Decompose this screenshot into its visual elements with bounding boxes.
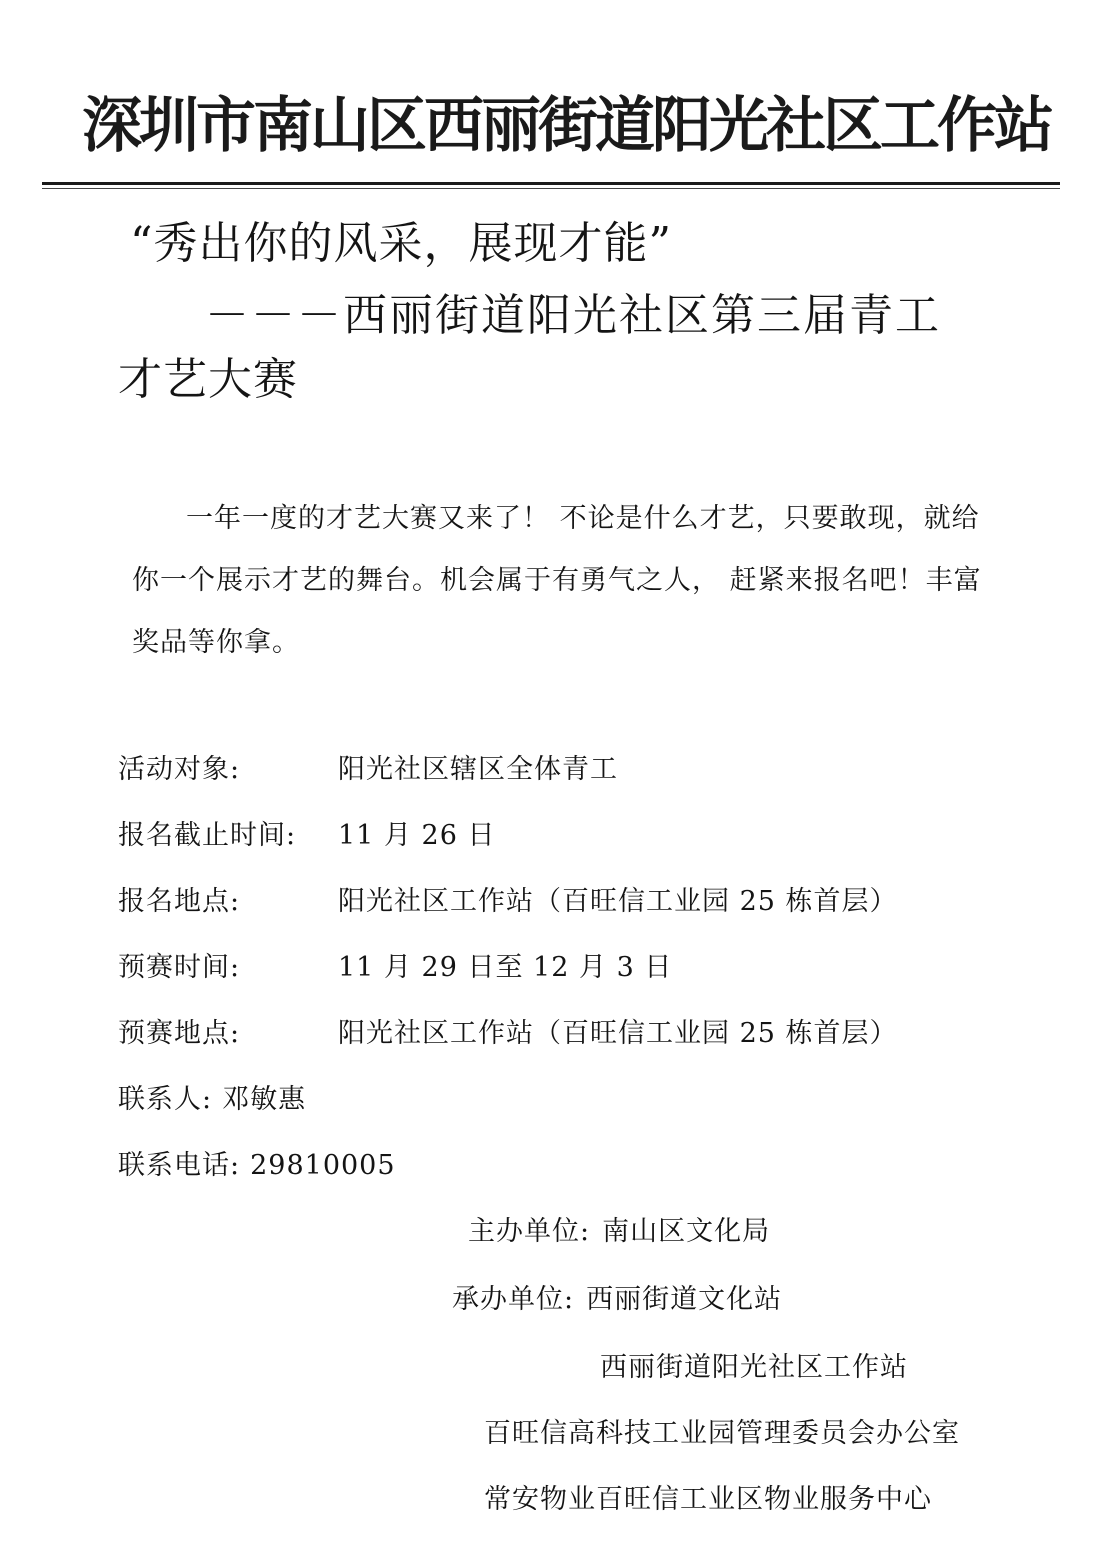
sponsor-organizer-4: 常安物业百旺信工业区物业服务中心	[484, 1484, 932, 1515]
info-deadline	[118, 816, 495, 856]
info-target-label: 活动对象:	[118, 754, 241, 785]
sponsor-organizer-value: 西丽街道文化站	[586, 1284, 783, 1315]
intro-paragraph: 一年一度的才艺大赛又来了！ 不论是什么才艺，只要敢现，就给你一个展示才艺的舞台。机会属于有勇气之人， 赶紧来报名吧！丰富奖品等你拿。	[132, 503, 982, 658]
title-subtitle-continued: 才艺大赛	[118, 354, 298, 405]
info-prelim-location	[118, 1014, 898, 1054]
info-deadline-label: 报名截止时间:	[118, 820, 297, 851]
header-rule-thick	[42, 182, 1060, 185]
info-signup-location	[118, 882, 898, 922]
sponsor-host-label: 主办单位:	[468, 1216, 591, 1247]
info-phone-label: 联系电话:	[118, 1150, 241, 1181]
info-contact-label: 联系人:	[118, 1084, 213, 1115]
info-prelim-time-label: 预赛时间:	[118, 952, 241, 983]
sponsor-organizer-3: 百旺信高科技工业园管理委员会办公室	[484, 1418, 960, 1449]
sponsor-organizer-2: 西丽街道阳光社区工作站	[600, 1352, 908, 1383]
info-phone-value: 29810005	[250, 1150, 396, 1181]
sponsor-organizer-label: 承办单位:	[452, 1284, 575, 1315]
sponsor-host-value: 南山区文化局	[602, 1216, 771, 1247]
title-subtitle: －－－西丽街道阳光社区第三届青工	[205, 290, 941, 341]
info-phone	[118, 1146, 396, 1186]
info-contact-value: 邓敏惠	[222, 1084, 307, 1115]
sponsor-organizer	[452, 1280, 782, 1320]
info-prelim-time-value: 11 月 29 日至 12 月 3 日	[338, 952, 673, 983]
info-prelim-location-value: 阳光社区工作站（百旺信工业园 25 栋首层）	[338, 1018, 898, 1049]
info-target	[118, 750, 618, 790]
info-prelim-location-label: 预赛地点:	[118, 1018, 241, 1049]
info-signup-location-value: 阳光社区工作站（百旺信工业园 25 栋首层）	[338, 886, 898, 917]
title-slogan: “秀出你的风采，展现才能”	[130, 218, 672, 269]
info-signup-location-label: 报名地点:	[118, 886, 241, 917]
organization-header: 深圳市南山区西丽街道阳光社区工作站	[82, 91, 1051, 161]
info-prelim-time	[118, 948, 672, 988]
info-target-value: 阳光社区辖区全体青工	[338, 754, 618, 785]
sponsor-host	[468, 1212, 770, 1252]
info-deadline-value: 11 月 26 日	[338, 820, 496, 851]
header-rule-thin	[42, 188, 1060, 189]
info-contact	[118, 1080, 306, 1120]
